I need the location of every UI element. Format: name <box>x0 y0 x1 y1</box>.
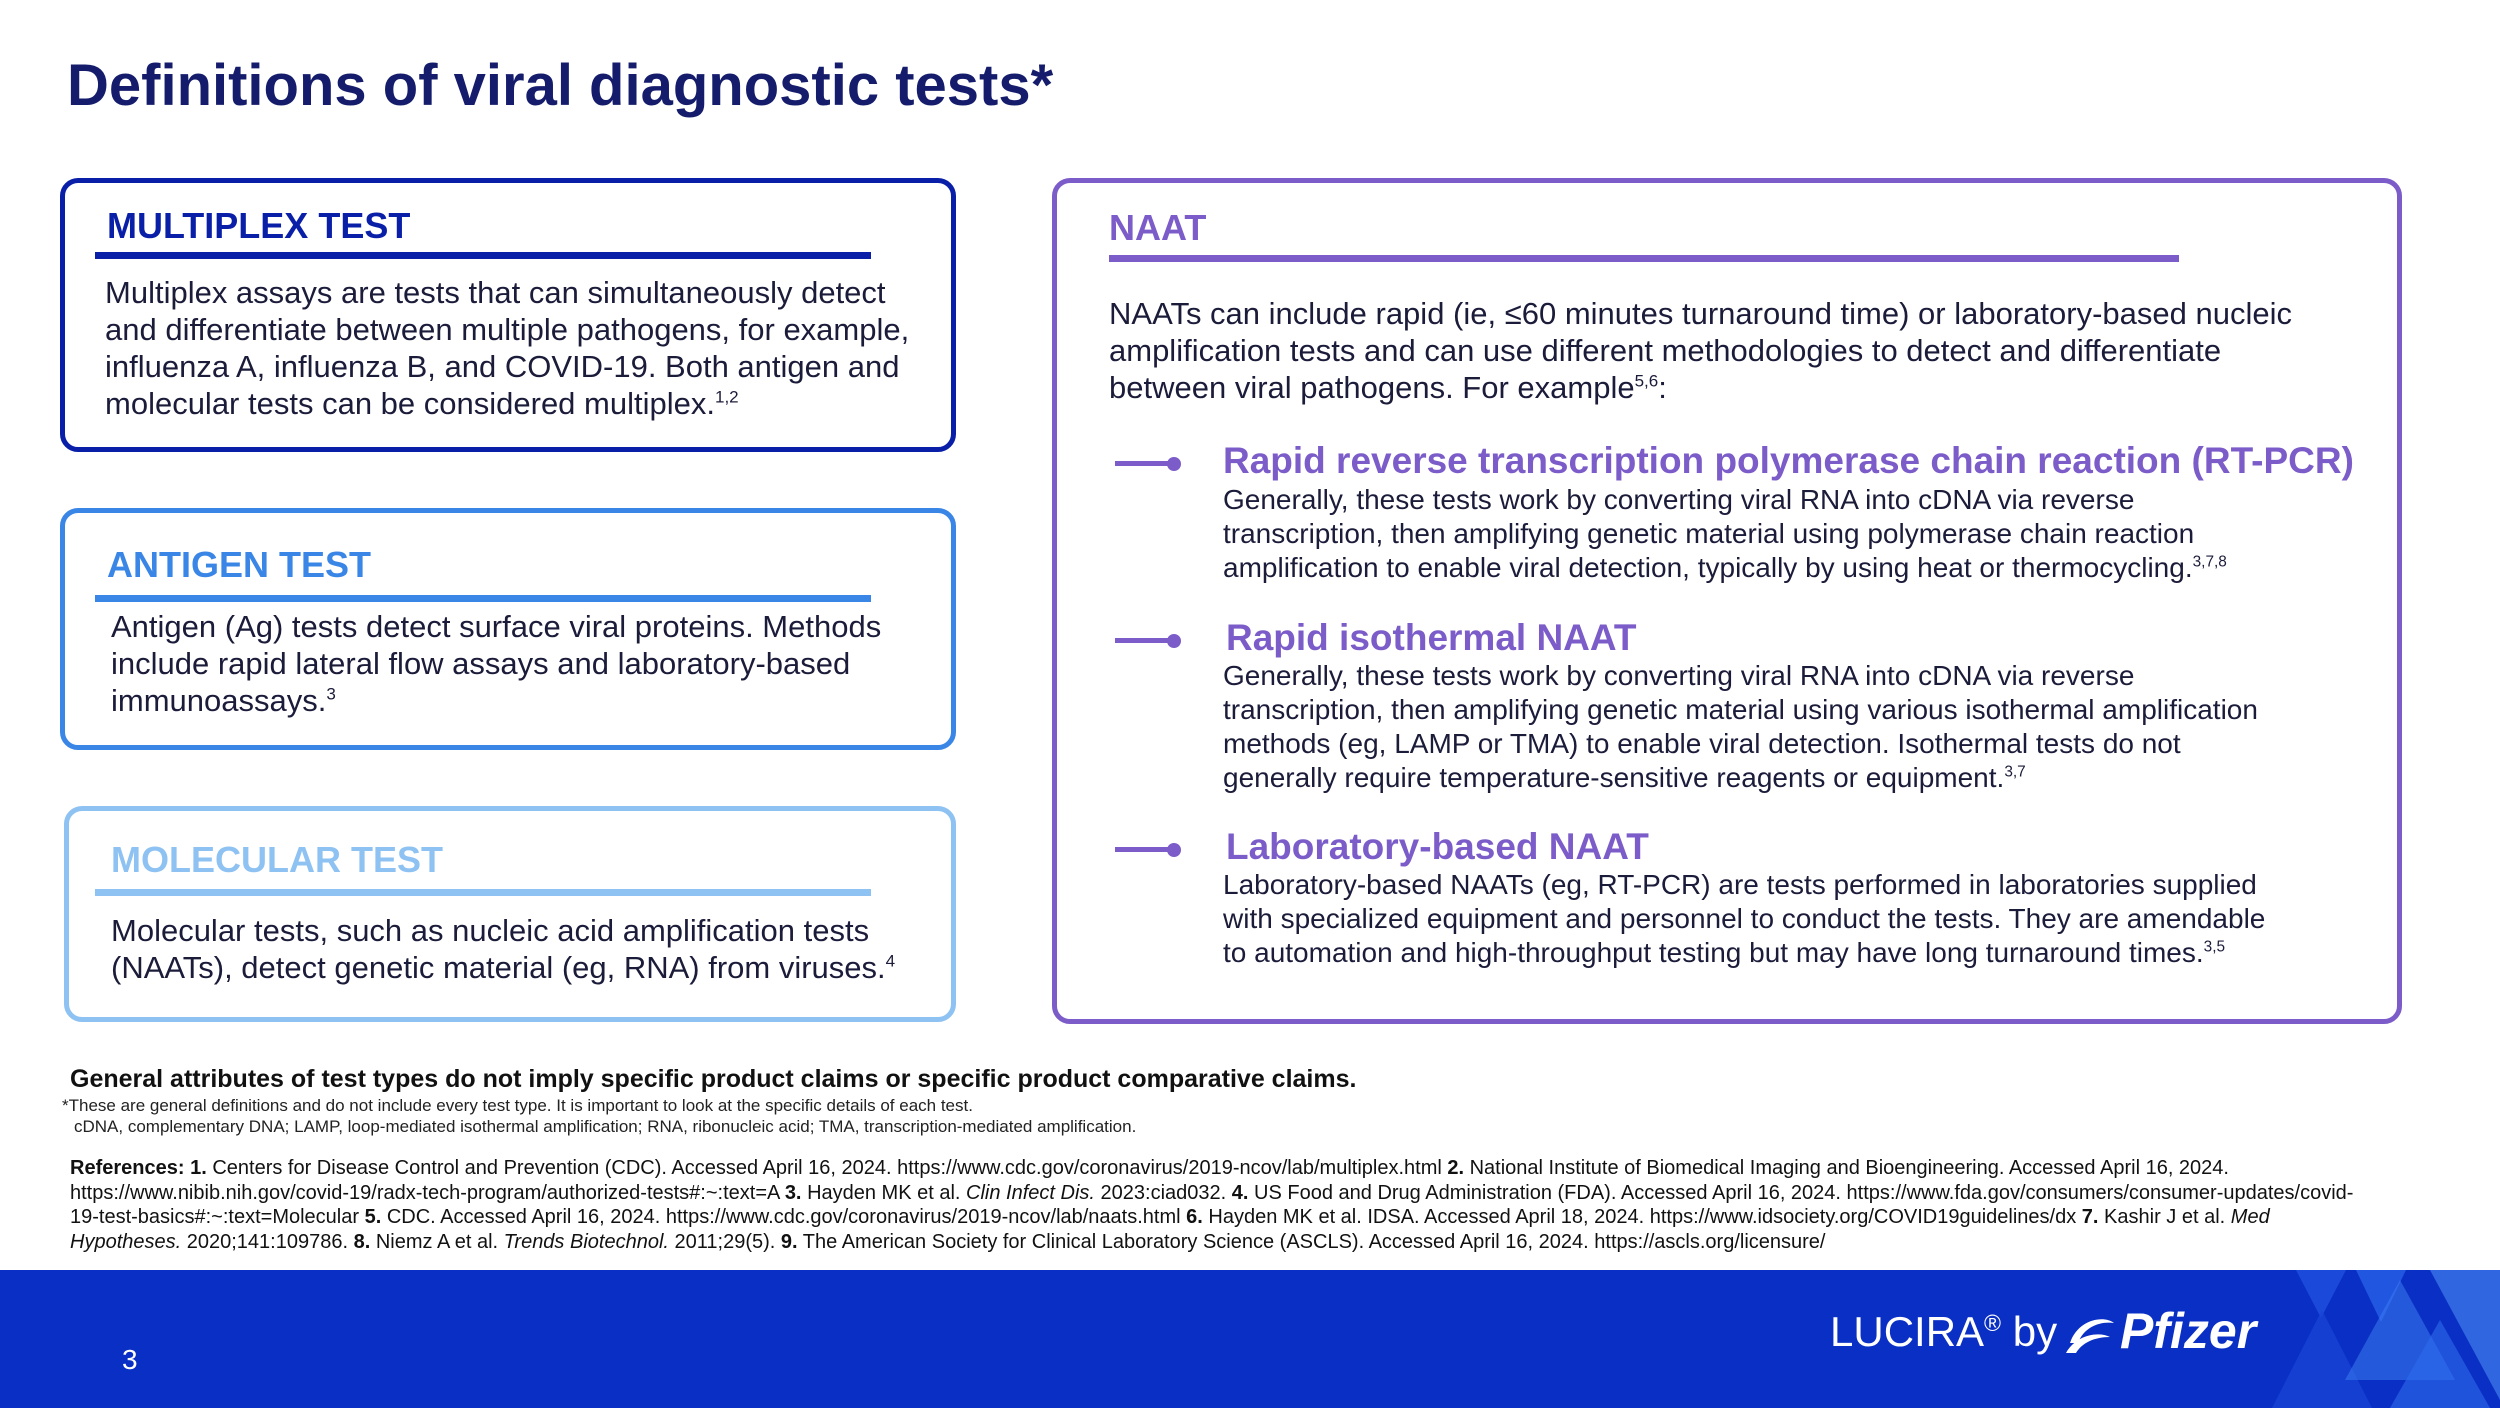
rt-pcr-heading: Rapid reverse transcription polymerase chain reaction (RT-PCR) <box>1223 440 2354 481</box>
antigen-line: Antigen (Ag) tests detect surface viral proteins. Methods <box>111 609 882 644</box>
lab-naat-line: to automation and high-throughput testing but may have long turnaround times.$^{3,5}$ <box>1223 937 2226 968</box>
lab-naat-ref: 3,5 <box>2203 938 2226 956</box>
rt-pcr-description <box>1223 483 2383 585</box>
naat-heading-rule <box>1109 255 2179 262</box>
multiplex-line: and differentiate between multiple pathogens, for example, <box>105 312 910 347</box>
naat-intro-line: amplification tests and can use different methodologies to detect and differentiate <box>1109 333 2222 368</box>
naat-intro-line: between viral pathogens. For example$^{5,6}$: <box>1109 370 1667 405</box>
antigen-line: immunoassays.$^3$ <box>111 683 336 718</box>
pfizer-swirl-icon <box>2064 1313 2118 1357</box>
reference-item: Hayden MK et al. IDSA. Accessed April 18, 2024. https://www.idsociety.org/COVID19guidelines/dx <box>1208 1206 2077 1228</box>
pfizer-logo: Pfizer <box>2064 1302 2256 1360</box>
references-label: References: <box>70 1157 185 1179</box>
lab-naat-line: Laboratory-based NAATs (eg, RT-PCR) are tests performed in laboratories supplied <box>1223 869 2257 900</box>
lab-naat-heading: Laboratory-based NAAT <box>1226 826 1649 867</box>
multiplex-line: Multiplex assays are tests that can simultaneously detect <box>105 275 886 310</box>
isothermal-line: Generally, these tests work by converting viral RNA into cDNA via reverse <box>1223 660 2135 691</box>
reference-item: National Institute of Biomedical Imaging and Bioengineering. Accessed April 16, 2024. https://www.nibib.nih.gov/covid-19/radx-tech-program/authorized-tests#:~:text=A <box>70 1157 2229 1204</box>
lab-naat-description <box>1223 868 2383 970</box>
naat-intro-ref: 5,6 <box>1634 371 1659 391</box>
multiplex-ref: 1,2 <box>714 387 739 407</box>
bullet-connector <box>1115 847 1171 852</box>
bullet-dot <box>1167 843 1181 857</box>
molecular-heading: MOLECULAR TEST <box>111 839 443 880</box>
isothermal-description <box>1223 659 2383 795</box>
naat-intro <box>1109 295 2359 406</box>
reference-item: Niemz A et al. <box>375 1230 499 1253</box>
antigen-heading: ANTIGEN TEST <box>107 544 372 585</box>
isothermal-line: methods (eg, LAMP or TMA) to enable viral detection. Isothermal tests do not <box>1223 728 2181 759</box>
multiplex-test-card <box>60 178 956 452</box>
isothermal-ref: 3,7 <box>2004 763 2026 781</box>
rt-pcr-ref: 3,7,8 <box>2192 553 2227 571</box>
bullet-dot <box>1167 634 1181 648</box>
footnote-definitions: *These are general definitions and do not include every test type. It is important to look at the specific details of each test. <box>62 1096 973 1115</box>
multiplex-line: molecular tests can be considered multiplex.$^{1,2}$ <box>105 386 739 421</box>
page-number: 3 <box>122 1344 138 1375</box>
molecular-line: Molecular tests, such as nucleic acid amplification tests <box>111 913 870 948</box>
molecular-test-card <box>64 806 956 1022</box>
multiplex-line: influenza A, influenza B, and COVID-19. Both antigen and <box>105 349 900 384</box>
multiplex-heading: MULTIPLEX TEST <box>107 205 411 246</box>
isothermal-heading: Rapid isothermal NAAT <box>1226 617 1637 658</box>
molecular-ref: 4 <box>885 951 896 971</box>
multiplex-description <box>105 274 945 422</box>
reference-item: CDC. Accessed April 16, 2024. https://www.cdc.gov/coronavirus/2019-ncov/lab/naats.html <box>386 1206 1181 1228</box>
page-title: Definitions of viral diagnostic tests* <box>67 53 1054 118</box>
antigen-line: include rapid lateral flow assays and laboratory-based <box>111 646 851 681</box>
antigen-description <box>111 608 941 719</box>
antigen-heading-rule <box>95 595 871 602</box>
multiplex-heading-rule <box>95 252 871 259</box>
isothermal-line: generally require temperature-sensitive reagents or equipment.$^{3,7}$ <box>1223 762 2026 793</box>
rt-pcr-line: amplification to enable viral detection, typically by using heat or thermocycling.$^{3,7,8}$ <box>1223 552 2227 583</box>
naat-intro-line: NAATs can include rapid (ie, ≤60 minutes turnaround time) or laboratory-based nucleic <box>1109 296 2292 331</box>
bullet-connector <box>1115 638 1171 643</box>
rt-pcr-line: Generally, these tests work by converting viral RNA into cDNA via reverse <box>1223 484 2135 515</box>
bullet-connector <box>1115 461 1171 466</box>
antigen-ref: 3 <box>326 684 336 704</box>
disclaimer: General attributes of test types do not imply specific product claims or specific product comparative claims. <box>70 1065 1357 1093</box>
antigen-test-card <box>60 508 956 750</box>
lab-naat-line: with specialized equipment and personnel to conduct the tests. They are amendable <box>1223 903 2266 934</box>
bullet-dot <box>1167 457 1181 471</box>
reference-item: Centers for Disease Control and Prevention (CDC). Accessed April 16, 2024. https://www.cdc.gov/coronavirus/2019-ncov/lab/multiplex.html <box>212 1157 1442 1179</box>
molecular-heading-rule <box>95 889 871 896</box>
reference-item: Kashir J et al. <box>2104 1206 2226 1228</box>
reference-item: The American Society for Clinical Laboratory Science (ASCLS). Accessed April 16, 2024. https://ascls.org/licensure/ <box>802 1230 1826 1253</box>
molecular-description <box>111 912 941 986</box>
reference-item: US Food and Drug Administration (FDA). Accessed April 16, 2024. https://www.fda.gov/consumers/consumer-updates/covid-19-test-basics#:~:text=Molecular <box>70 1181 2354 1228</box>
footnote-abbreviations: cDNA, complementary DNA; LAMP, loop-mediated isothermal amplification; RNA, ribonucleic acid; TMA, transcription-mediated amplification. <box>74 1117 1137 1136</box>
rt-pcr-line: transcription, then amplifying genetic material using polymerase chain reaction <box>1223 518 2195 549</box>
molecular-line: (NAATs), detect genetic material (eg, RNA) from viruses.$^4$ <box>111 950 896 985</box>
reference-item: Hayden MK et al. <box>807 1181 961 1204</box>
naat-card <box>1052 178 2402 1024</box>
isothermal-line: transcription, then amplifying genetic material using various isothermal amplification <box>1223 694 2258 725</box>
lucira-logo: LUCIRA® by <box>1830 1308 2058 1355</box>
references: References: 1. Centers for Disease Control and Prevention (CDC). Accessed April 16, 2024. https://www.cdc.gov/coronavirus/2019-ncov/lab/multiplex.html 2. National Institute of Biomedical Imaging and Bioengineering. Accessed April 16, 2024. https://www.nibib.nih.gov/covid-19/radx-tech-program/authorized-tests#:~:text=A 3. Hayden MK et al. Clin Infect Dis. 2023:ciad032. 4. US Food and Drug Administration (FDA). Accessed April 16, 2024. https://www.fda.gov/consumers/consumer-updates/covid-19-test-basics#:~:text=Molecular 5. CDC. Accessed April 16, 2024. https://www.cdc.gov/coronavirus/2019-ncov/lab/naats.html 6. Hayden MK et al. IDSA. Accessed April 18, 2024. https://www.idsociety.org/COVID19guidelines/dx 7. Kashir J et al. Med Hypotheses. 2020;141:109786. 8. Niemz A et al. Trends Biotechnol. 2011;29(5). 9. The American Society for Clinical Laboratory Science (ASCLS). Accessed April 16, 2024. https://ascls.org/licensure/ <box>70 1157 2354 1253</box>
naat-heading: NAAT <box>1109 207 1207 248</box>
